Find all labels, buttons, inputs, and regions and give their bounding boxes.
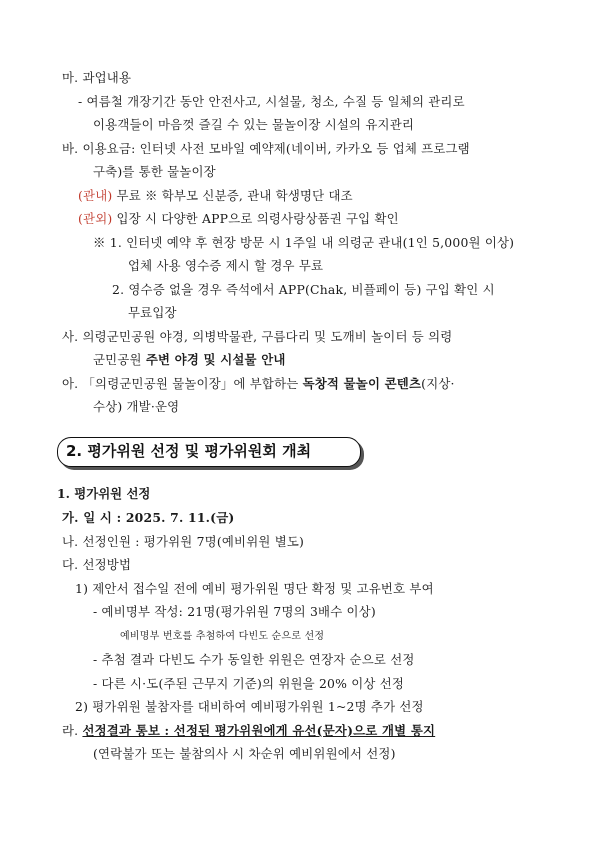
subheading-1: 1. 평가위원 선정 [57, 486, 151, 501]
section-ma-item-1a: - 여름철 개장기간 동안 안전사고, 시설물, 청소, 수질 등 일체의 관리로 [78, 94, 465, 109]
eval-ra-prefix: 라. [62, 723, 83, 738]
eval-na: 나. 선정인원 : 평가위원 7명(예비위원 별도) [62, 534, 305, 549]
eval-ra-bold: 선정결과 통보 : 선정된 평가위원에게 유선(문자)으로 개별 통지 [82, 723, 436, 738]
inside-text: 무료 ※ 학부모 신분증, 관내 학생명단 대조 [112, 188, 353, 203]
section-ma-title: 마. 과업내용 [62, 70, 132, 85]
section-ba-title-b: 구축)를 통한 물놀이장 [93, 164, 216, 179]
eval-da: 다. 선정방법 [62, 557, 132, 572]
eval-d1: 1) 제안서 접수일 전에 예비 평가위원 명단 확정 및 고유번호 부여 [75, 581, 434, 596]
eval-d1b: - 추첨 결과 다빈도 수가 동일한 위원은 연장자 순으로 선정 [93, 652, 415, 667]
inside-fee-line [78, 188, 353, 204]
outside-tag: (관외) [78, 211, 113, 226]
eval-d1a: - 예비명부 작성: 21명(평가위원 7명의 3배수 이상) [93, 604, 376, 619]
section-sa-line-a: 사. 의령군민공원 야경, 의병박물관, 구름다리 및 도깨비 놀이터 등 의령 [62, 329, 453, 344]
eval-d1c: - 다른 시·도(주된 근무지 기준)의 위원을 20% 이상 선정 [93, 676, 405, 691]
inside-tag: (관내) [78, 188, 113, 203]
section-sa-bold: 주변 야경 및 시설물 안내 [145, 352, 286, 367]
section-ba-title-a: 바. 이용요금: 인터넷 사전 모바일 예약제(네이버, 카카오 등 업체 프로그램 [62, 141, 470, 156]
heading-2-title: 2. 평가위원 선정 및 평가위원회 개최 [66, 442, 312, 460]
eval-d2: 2) 평가위원 불참자를 대비하여 예비평가위원 1~2명 추가 선정 [75, 699, 424, 714]
eval-ra-note: (연락불가 또는 불참의사 시 차순위 예비위원에서 선정) [93, 746, 396, 761]
section-sa-line-b [93, 352, 286, 368]
note-1a: ※ 1. 인터넷 예약 후 현장 방문 시 1주일 내 의령군 관내(1인 5,000원 이상) [93, 235, 515, 250]
note-1b: 업체 사용 영수증 제시 할 경우 무료 [128, 258, 324, 273]
section-sa-plain: 군민공원 [93, 352, 146, 367]
section-ma-item-1b: 이용객들이 마음껏 즐길 수 있는 물놀이장 시설의 유지관리 [93, 117, 415, 132]
outside-fee-line [78, 211, 399, 227]
eval-ga: 가. 일 시 : 2025. 7. 11.(금) [62, 510, 235, 525]
section-a-tail: (지상· [421, 376, 455, 391]
section-a-line-a [62, 376, 455, 392]
outside-text: 입장 시 다양한 APP으로 의령사랑상품권 구입 확인 [112, 211, 399, 226]
eval-d1a-note: 예비명부 번호를 추첨하여 다빈도 순으로 선정 [120, 631, 325, 642]
section-a-bold: 독창적 물놀이 콘텐츠 [302, 376, 422, 391]
section-a-plain: 아. 「의령군민공원 물놀이장」에 부합하는 [62, 376, 303, 391]
section-a-line-b: 수상) 개발·운영 [93, 399, 180, 414]
note-2b: 무료입장 [128, 305, 177, 320]
eval-ra [62, 723, 435, 739]
note-2a: 2. 영수증 없을 경우 즉석에서 APP(Chak, 비플페이 등) 구입 확인 시 [112, 282, 495, 297]
